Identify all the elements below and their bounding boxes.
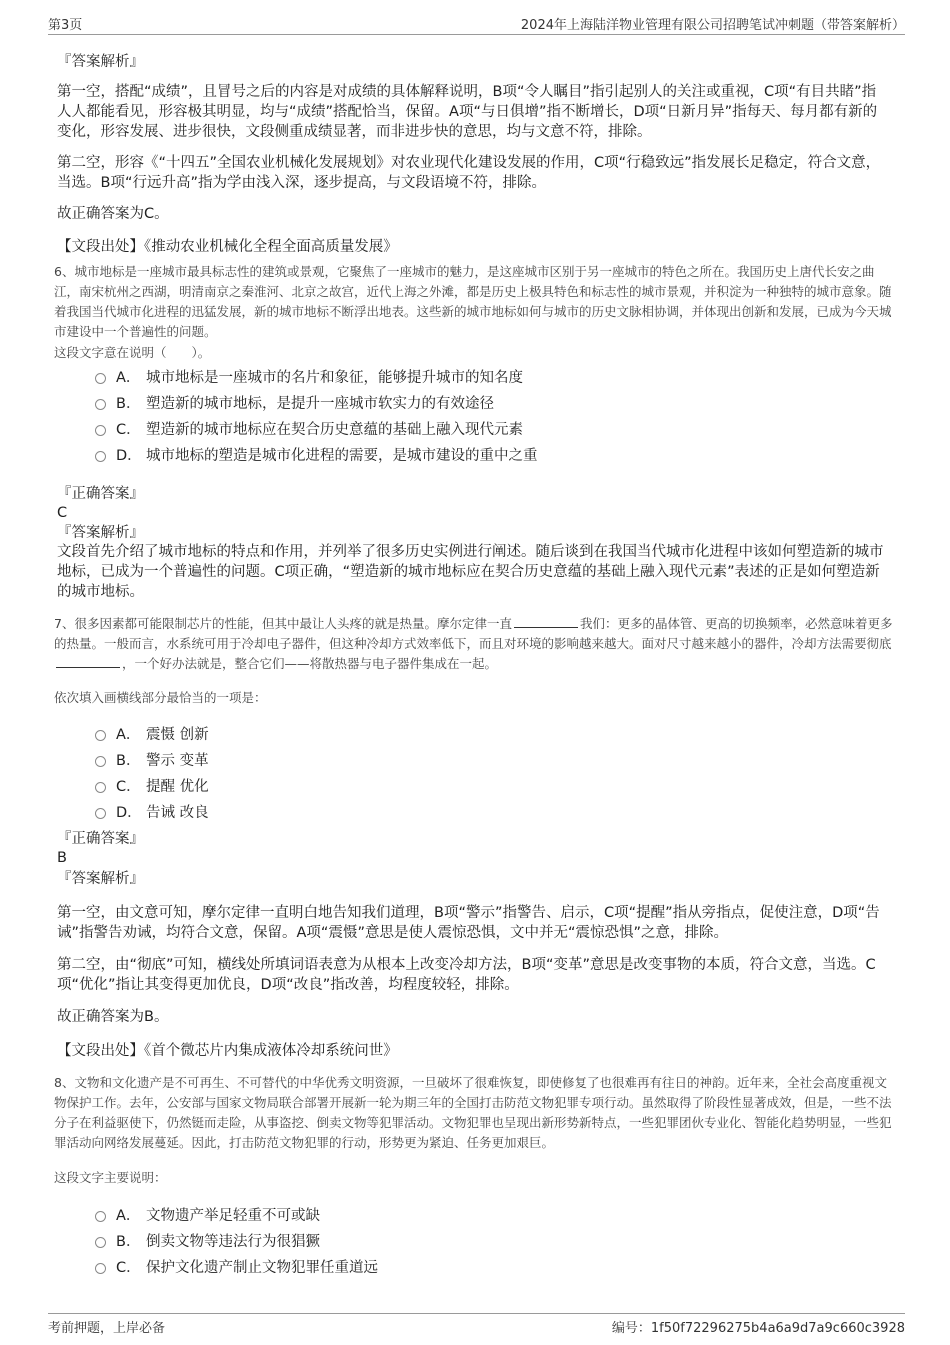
q6-prompt: 这段文字意在说明（ ）。 — [54, 345, 211, 360]
q5-conclusion: 故正确答案为C。 — [57, 206, 169, 222]
q7-prompt: 依次填入画横线部分最恰当的一项是： — [54, 690, 267, 705]
radio-icon[interactable] — [95, 373, 106, 384]
q6-option-c[interactable]: C． 塑造新的城市地标应在契合历史意蕴的基础上融入现代元素 — [95, 418, 523, 438]
q5-source: 【文段出处】《推动农业机械化全程全面高质量发展》 — [57, 239, 398, 255]
radio-icon[interactable] — [95, 782, 106, 793]
fill-blank-2 — [56, 655, 120, 668]
document-title: 2024年上海陆洋物业管理有限公司招聘笔试冲刺题（带答案解析） — [520, 18, 905, 33]
q6-option-b[interactable]: B． 塑造新的城市地标，是提升一座城市软实力的有效途径 — [95, 392, 494, 412]
radio-icon[interactable] — [95, 451, 106, 462]
radio-icon[interactable] — [95, 730, 106, 741]
page-footer — [48, 1313, 905, 1336]
q8-option-c[interactable]: C． 保护文化遗产制止文物犯罪任重道远 — [95, 1256, 378, 1276]
radio-icon[interactable] — [95, 1237, 106, 1248]
q7-analysis-label: 『答案解析』 — [57, 871, 144, 887]
q7-option-b[interactable]: B． 警示 变革 — [95, 749, 209, 769]
q6-option-a[interactable]: A． 城市地标是一座城市的名片和象征，能够提升城市的知名度 — [95, 366, 523, 386]
q7-option-a[interactable]: A． 震慑 创新 — [95, 723, 209, 743]
q7-answer-label: 『正确答案』 — [57, 831, 144, 847]
q5-analysis-label: 『答案解析』 — [57, 54, 144, 70]
q7-analysis-para2: 第二空，由“彻底”可知，横线处所填词语表意为从根本上改变冷却方法，B项“变革”意思是改变事物的本质，符合文意，当选。C项“优化”指让其变得更加优良，D项“改良”指改善，均程度较轻，排除。 — [57, 957, 876, 993]
radio-icon[interactable] — [95, 756, 106, 767]
q8-prompt: 这段文字主要说明： — [54, 1170, 167, 1185]
q8-option-b[interactable]: B． 倒卖文物等违法行为很猖獗 — [95, 1230, 320, 1250]
q8-option-a[interactable]: A． 文物遗产举足轻重不可或缺 — [95, 1204, 320, 1224]
q6-answer-label: 『正确答案』 — [57, 486, 144, 502]
fill-blank-1 — [514, 615, 578, 628]
radio-icon[interactable] — [95, 808, 106, 819]
q6-option-d[interactable]: D． 城市地标的塑造是城市化进程的需要，是城市建设的重中之重 — [95, 444, 538, 464]
q7-conclusion: 故正确答案为B。 — [57, 1009, 169, 1025]
q8-stem: 8、文物和文化遗产是不可再生、不可替代的中华优秀文明资源，一旦破坏了很难恢复，即使修复了也很难再有往日的神韵。近年来，全社会高度重视文物保护工作。去年，公安部与国家文物局联合部署开展新一轮为期三年的全国打击防范文物犯罪专项行动。虽然取得了阶段性显著成效，但是，一些不法分子在利益驱使下，仍然铤而走险，从事盗挖、倒卖文物等犯罪活动。文物犯罪也呈现出新形势新特点，一些犯罪团伙专业化、智能化趋势明显，一些犯罪活动向网络发展蔓延。因此，打击防范文物犯罪的行动，形势更为紧迫、任务更加艰巨。 — [54, 1075, 892, 1150]
q7-analysis-para1: 第一空，由文意可知，摩尔定律一直明白地告知我们道理，B项“警示”指警告、启示，C项“提醒”指从旁指点，促使注意，D项“告诫”指警告劝诫，均符合文意，保留。A项“震慑”意思是使人震惊恐惧，文中并无“震惊恐惧”之意，排除。 — [57, 905, 880, 941]
q6-analysis-label: 『答案解析』 — [57, 525, 144, 541]
q7-answer: B — [57, 850, 67, 866]
q6-analysis: 文段首先介绍了城市地标的特点和作用，并列举了很多历史实例进行阐述。随后谈到在我国当代城市化进程中该如何塑造新的城市地标，已成为一个普遍性的问题。C项正确，“塑造新的城市地标应在契合历史意蕴的基础上融入现代元素”表述的正是如何塑造新的城市地标。 — [57, 544, 884, 600]
q5-analysis-para2: 第二空，形容《“十四五”全国农业机械化发展规划》对农业现代化建设发展的作用，C项“行稳致远”指发展长足稳定，符合文意，当选。B项“行远升高”指为学由浅入深，逐步提高，与文段语境不符，排除。 — [57, 155, 881, 191]
page-number: 第3页 — [48, 18, 83, 33]
q7-source: 【文段出处】《首个微芯片内集成液体冷却系统问世》 — [57, 1043, 398, 1059]
q7-option-c[interactable]: C． 提醒 优化 — [95, 775, 209, 795]
q7-stem: 7、很多因素都可能限制芯片的性能，但其中最让人头疼的就是热量。摩尔定律一直 我们：更多的晶体管、更高的切换频率，必然意味着更多的热量。一般而言，水系统可用于冷却电子器件，但这种冷却方式效率低下，而且对环境的影响越来越大。面对尺寸越来越小的器件，冷却方法需要彻底，一个好办法就是，整合它们——将散热器与电子器件集成在一起。 — [54, 616, 893, 671]
document-code: 编号：1f50f72296275b4a6a9d7a9c660c3928 — [611, 1321, 905, 1336]
footer-slogan: 考前押题，上岸必备 — [48, 1321, 166, 1336]
q6-answer: C — [57, 505, 68, 521]
q7-option-d[interactable]: D． 告诫 改良 — [95, 801, 209, 821]
radio-icon[interactable] — [95, 399, 106, 410]
q5-analysis-para1: 第一空，搭配“成绩”，且冒号之后的内容是对成绩的具体解释说明，B项“令人瞩目”指引起别人的关注或重视，C项“有目共睹”指人人都能看见，形容极其明显，均与“成绩”搭配恰当，保留。A项“与日俱增”指不断增长，D项“日新月异”指每天、每月都有新的变化，形容发展、进步很快，文段侧重成绩显著，而非进步快的意思，均与文意不符，排除。 — [57, 84, 878, 140]
radio-icon[interactable] — [95, 1263, 106, 1274]
radio-icon[interactable] — [95, 1211, 106, 1222]
page-header — [48, 12, 905, 35]
radio-icon[interactable] — [95, 425, 106, 436]
q6-stem: 6、城市地标是一座城市最具标志性的建筑或景观，它聚焦了一座城市的魅力，是这座城市区别于另一座城市的特色之所在。我国历史上唐代长安之曲江，南宋杭州之西湖，明清南京之秦淮河、北京之故宫，近代上海之外滩，都是历史上极具特色和标志性的城市景观，并积淀为一种独特的城市意象。随着我国当代城市化进程的迅猛发展，新的城市地标不断浮出地表。这些新的城市地标如何与城市的历史文脉相协调，并体现出创新和发展，已成为今天城市建设中一个普遍性的问题。 — [54, 264, 892, 339]
